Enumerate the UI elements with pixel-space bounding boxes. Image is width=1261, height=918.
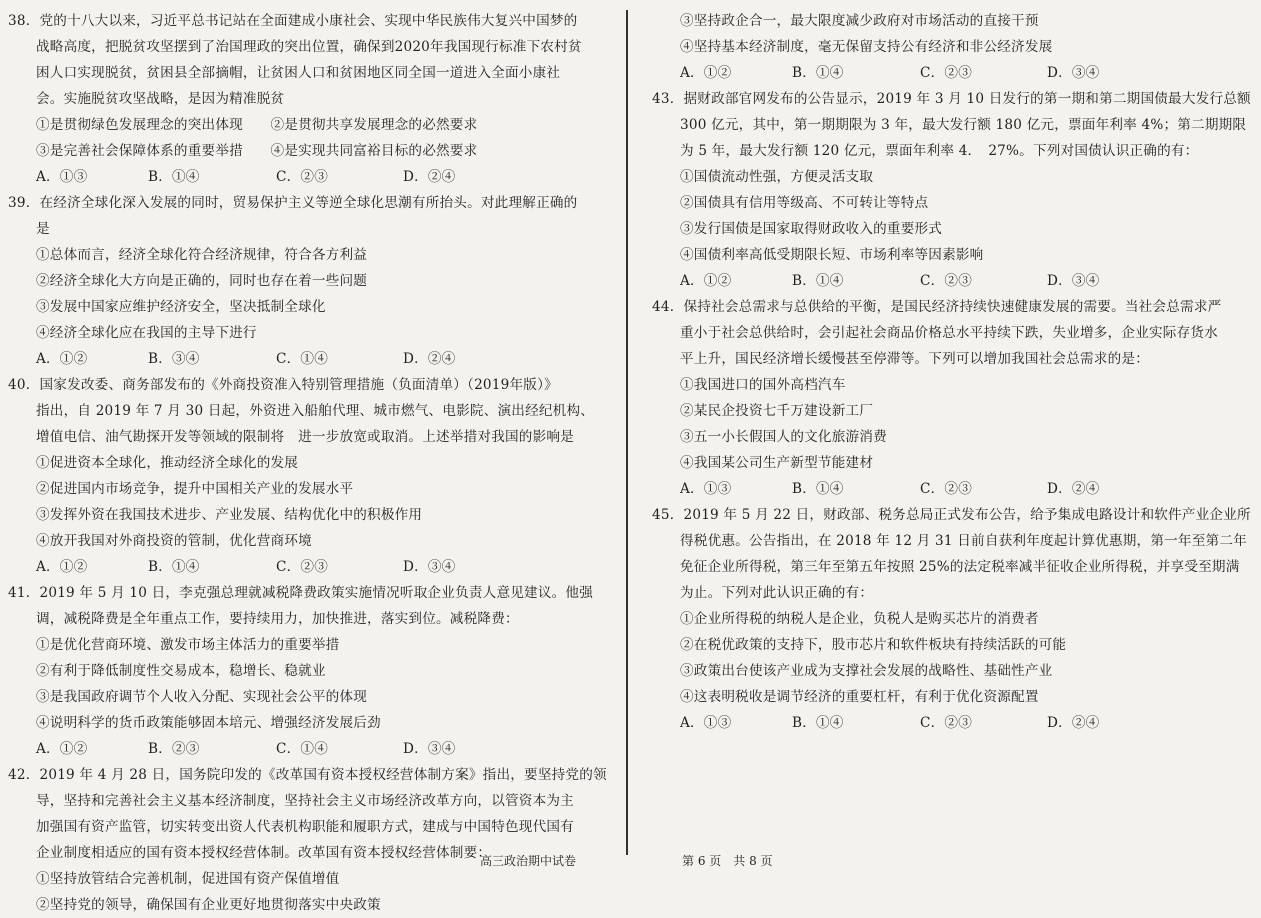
question-line: ①是贯彻绿色发展理念的突出体现 ②是贯彻共享发展理念的必然要求 bbox=[36, 117, 478, 133]
question-line: 企业制度相适应的国有资本授权经营体制。改革国有资本授权经营体制要： bbox=[36, 845, 492, 861]
column-divider bbox=[626, 10, 628, 855]
question-line: 会。实施脱贫攻坚战略，是因为精准脱贫 bbox=[36, 91, 285, 107]
answer-option: C．②③ bbox=[276, 559, 328, 575]
question-line: ④经济全球化应在我国的主导下进行 bbox=[36, 325, 257, 341]
answer-option: A．①② bbox=[36, 741, 88, 757]
question-line: ③五一小长假国人的文化旅游消费 bbox=[680, 429, 887, 445]
question-line: ①国债流动性强，方便灵活支取 bbox=[680, 169, 874, 185]
question-line: ③是完善社会保障体系的重要举措 ④是实现共同富裕目标的必然要求 bbox=[36, 143, 478, 159]
question-line: 困人口实现脱贫，贫困县全部摘帽，让贫困人口和贫困地区同全国一道进入全面小康社 bbox=[36, 65, 561, 81]
right-column bbox=[652, 8, 1252, 736]
answer-option: B．③④ bbox=[148, 351, 200, 367]
question-stem: 41．2019 年 5 月 10 日，李克强总理就减税降费政策实施情况听取企业负责人意见建议。他强 bbox=[8, 585, 594, 601]
question-line: 300 亿元，其中，第一期期限为 3 年，最大发行额 180 亿元，票面年利率 4%；第二期期限 bbox=[680, 117, 1247, 133]
question-line: ②促进国内市场竞争，提升中国相关产业的发展水平 bbox=[36, 481, 354, 497]
question-stem: 38．党的十八大以来，习近平总书记站在全面建成小康社会、实现中华民族伟大复兴中国梦的 bbox=[8, 13, 578, 29]
answer-option: D．②④ bbox=[403, 169, 456, 185]
answer-options bbox=[652, 268, 1252, 294]
question-line: 平上升，国民经济增长缓慢甚至停滞等。下列可以增加我国社会总需求的是： bbox=[680, 351, 1149, 367]
question-block bbox=[652, 502, 1252, 736]
answer-option: C．②③ bbox=[920, 65, 972, 81]
question-line: 为止。下列对此认识正确的有： bbox=[680, 585, 874, 601]
question-line: 加强国有资产监管，切实转变出资人代表机构职能和履职方式，建成与中国特色现代国有 bbox=[36, 819, 574, 835]
question-stem: 45．2019 年 5 月 22 日，财政部、税务总局正式发布公告，给予集成电路设计和软件产业企业所 bbox=[652, 507, 1251, 523]
answer-option: B．①④ bbox=[792, 65, 844, 81]
answer-option: A．①③ bbox=[36, 169, 88, 185]
answer-option: D．③④ bbox=[403, 741, 456, 757]
question-line: ①总体而言，经济全球化符合经济规律，符合各方利益 bbox=[36, 247, 368, 263]
question-line: 增值电信、油气勘探开发等领域的限制将 进一步放宽或取消。上述举措对我国的影响是 bbox=[36, 429, 574, 445]
question-line: 指出，自 2019 年 7 月 30 日起，外资进入船舶代理、城市燃气、电影院、演出经纪机构、 bbox=[36, 403, 595, 419]
answer-options bbox=[652, 710, 1252, 736]
answer-option: B．①④ bbox=[792, 481, 844, 497]
answer-option: A．①② bbox=[36, 351, 88, 367]
question-line: ④坚持基本经济制度，毫无保留支持公有经济和非公经济发展 bbox=[680, 39, 1053, 55]
question-block bbox=[8, 190, 612, 372]
question-line: ③坚持政企合一，最大限度减少政府对市场活动的直接干预 bbox=[680, 13, 1039, 29]
answer-option: B．①④ bbox=[148, 559, 200, 575]
question-line: ①企业所得税的纳税人是企业，负税人是购买芯片的消费者 bbox=[680, 611, 1039, 627]
question-block bbox=[8, 372, 612, 580]
question-line: 是 bbox=[36, 221, 50, 237]
question-stem: 42．2019 年 4 月 28 日，国务院印发的《改革国有资本授权经营体制方案》指出，要坚持党的领 bbox=[8, 767, 607, 783]
question-line: 导，坚持和完善社会主义基本经济制度，坚持社会主义市场经济改革方向，以管资本为主 bbox=[36, 793, 574, 809]
answer-options bbox=[8, 554, 612, 580]
question-line: ①促进资本全球化，推动经济全球化的发展 bbox=[36, 455, 299, 471]
answer-option: C．②③ bbox=[920, 715, 972, 731]
answer-options bbox=[8, 346, 612, 372]
answer-option: A．①③ bbox=[680, 715, 732, 731]
question-block bbox=[652, 8, 1252, 86]
answer-option: B．①④ bbox=[792, 273, 844, 289]
question-line: ④放开我国对外商投资的管制，优化营商环境 bbox=[36, 533, 312, 549]
question-block bbox=[652, 86, 1252, 294]
answer-option: C．①④ bbox=[276, 351, 328, 367]
question-line: ④说明科学的货币政策能够固本培元、增强经济发展后劲 bbox=[36, 715, 381, 731]
answer-option: A．①③ bbox=[680, 481, 732, 497]
question-block bbox=[652, 294, 1252, 502]
question-line: 免征企业所得税，第三年至第五年按照 25%的法定税率减半征收企业所得税，并享受至期满 bbox=[680, 559, 1240, 575]
question-line: ③发展中国家应维护经济安全，坚决抵制全球化 bbox=[36, 299, 326, 315]
question-line: ③是我国政府调节个人收入分配、实现社会公平的体现 bbox=[36, 689, 368, 705]
answer-option: D．③④ bbox=[403, 559, 456, 575]
answer-option: A．①② bbox=[36, 559, 88, 575]
answer-options bbox=[652, 60, 1252, 86]
question-line: ④这表明税收是调节经济的重要杠杆，有利于优化资源配置 bbox=[680, 689, 1039, 705]
question-line: ②某民企投资七千万建设新工厂 bbox=[680, 403, 874, 419]
answer-option: B．①④ bbox=[148, 169, 200, 185]
question-line: ②经济全球化大方向是正确的，同时也存在着一些问题 bbox=[36, 273, 368, 289]
question-line: ①坚持放管结合完善机制，促进国有资产保值增值 bbox=[36, 871, 340, 887]
question-stem: 40．国家发改委、商务部发布的《外商投资准入特别管理措施（负面清单）（2019年版）》 bbox=[8, 377, 558, 393]
question-line: ④国债利率高低受期限长短、市场利率等因素影响 bbox=[680, 247, 984, 263]
answer-option: D．②④ bbox=[403, 351, 456, 367]
question-line: 战略高度，把脱贫攻坚摆到了治国理政的突出位置，确保到2020年我国现行标准下农村贫 bbox=[36, 39, 582, 55]
footer-page-number: 第 6 页 共 8 页 bbox=[682, 854, 773, 868]
footer-exam-title: 高三政治期中试卷 bbox=[480, 854, 577, 868]
answer-option: A．①② bbox=[680, 273, 732, 289]
question-line: 为 5 年，最大发行额 120 亿元，票面年利率 4． 27%。下列对国债认识正确的有： bbox=[680, 143, 1199, 159]
question-line: ①我国进口的国外高档汽车 bbox=[680, 377, 846, 393]
answer-options bbox=[652, 476, 1252, 502]
answer-options bbox=[8, 736, 612, 762]
answer-option: C．②③ bbox=[920, 481, 972, 497]
question-line: ①是优化营商环境、激发市场主体活力的重要举措 bbox=[36, 637, 340, 653]
question-line: ③政策出台使该产业成为支撑社会发展的战略性、基础性产业 bbox=[680, 663, 1053, 679]
answer-option: B．①④ bbox=[792, 715, 844, 731]
question-stem: 39．在经济全球化深入发展的同时，贸易保护主义等逆全球化思潮有所抬头。对此理解正确的 bbox=[8, 195, 578, 211]
left-column bbox=[8, 8, 612, 918]
question-line: 得税优惠。公告指出，在 2018 年 12 月 31 日前自获利年度起计算优惠期，第一年至第二年 bbox=[680, 533, 1247, 549]
question-block bbox=[8, 762, 612, 918]
question-line: ②有利于降低制度性交易成本，稳增长、稳就业 bbox=[36, 663, 326, 679]
answer-options bbox=[8, 164, 612, 190]
question-block bbox=[8, 580, 612, 762]
answer-option: D．③④ bbox=[1047, 65, 1100, 81]
answer-option: C．①④ bbox=[276, 741, 328, 757]
answer-option: D．②④ bbox=[1047, 715, 1100, 731]
question-line: ③发行国债是国家取得财政收入的重要形式 bbox=[680, 221, 943, 237]
answer-option: A．①② bbox=[680, 65, 732, 81]
question-stem: 43．据财政部官网发布的公告显示，2019 年 3 月 10 日发行的第一期和第二期国债最大发行总额 bbox=[652, 91, 1251, 107]
answer-option: D．②④ bbox=[1047, 481, 1100, 497]
answer-option: C．②③ bbox=[276, 169, 328, 185]
question-block bbox=[8, 8, 612, 190]
question-line: ②坚持党的领导，确保国有企业更好地贯彻落实中央政策 bbox=[36, 897, 381, 913]
question-stem: 44．保持社会总需求与总供给的平衡，是国民经济持续快速健康发展的需要。当社会总需求严 bbox=[652, 299, 1222, 315]
question-line: ④我国某公司生产新型节能建材 bbox=[680, 455, 874, 471]
question-line: 调，减税降费是全年重点工作，要持续用力，加快推进，落实到位。减税降费： bbox=[36, 611, 519, 627]
answer-option: D．③④ bbox=[1047, 273, 1100, 289]
answer-option: C．②③ bbox=[920, 273, 972, 289]
question-line: ②国债具有信用等级高、不可转让等特点 bbox=[680, 195, 929, 211]
question-line: 重小于社会总供给时，会引起社会商品价格总水平持续下跌，失业增多，企业实际存货水 bbox=[680, 325, 1218, 341]
question-line: ③发挥外资在我国技术进步、产业发展、结构优化中的积极作用 bbox=[36, 507, 423, 523]
answer-option: B．②③ bbox=[148, 741, 200, 757]
question-line: ②在税优政策的支持下，股市芯片和软件板块有持续活跃的可能 bbox=[680, 637, 1067, 653]
